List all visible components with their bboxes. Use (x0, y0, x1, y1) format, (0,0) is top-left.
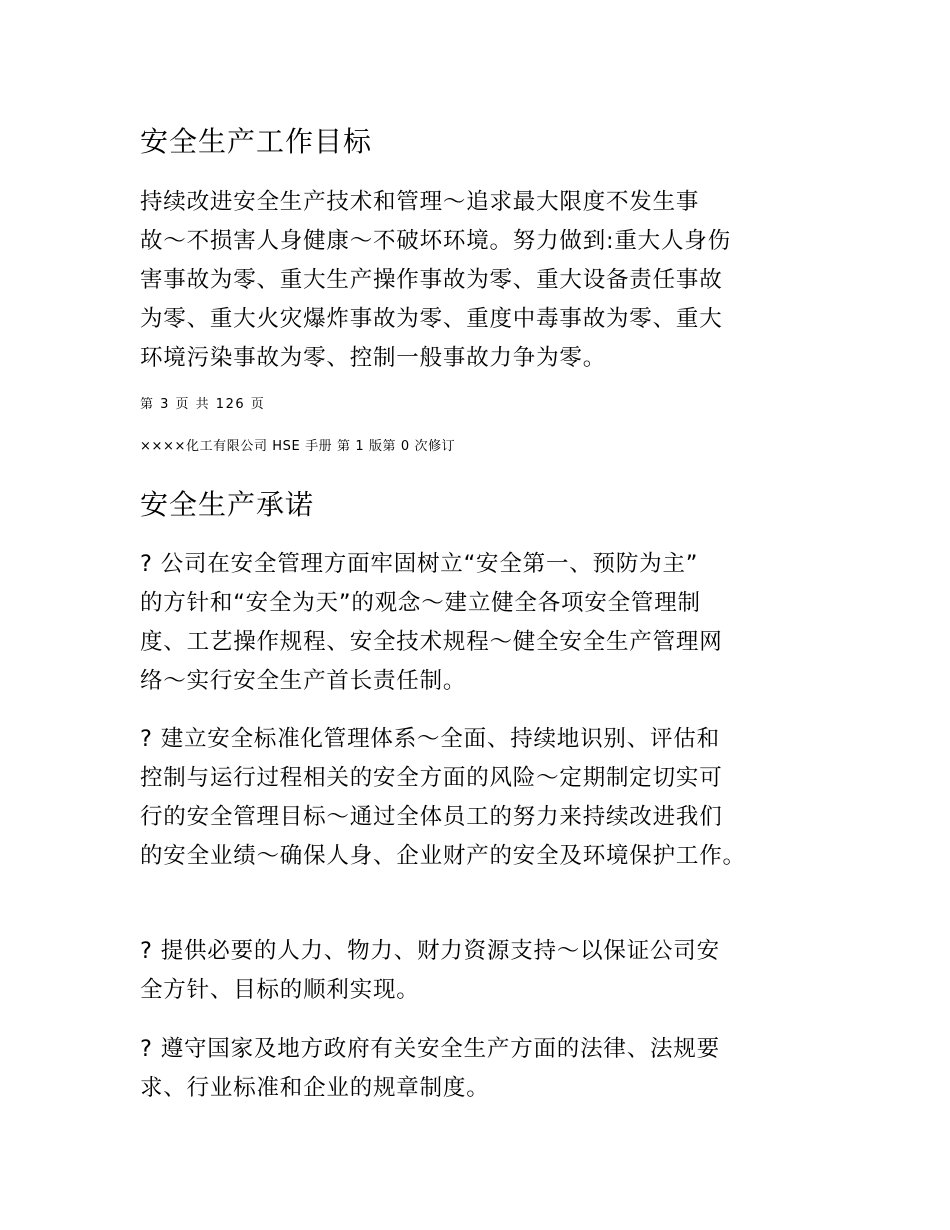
goal-line: 持续改进安全生产技术和管理～追求最大限度不发生事 (140, 189, 700, 215)
commitment-line: 全方针、目标的顺利实现。 (140, 977, 420, 1003)
commitment-line: ? 提供必要的人力、物力、财力资源支持～以保证公司安 (140, 938, 720, 964)
goal-line: 害事故为零、重大生产操作事故为零、重大设备责任事故 (140, 267, 723, 293)
commitment-item (140, 932, 815, 1010)
commitment-line: 行的安全管理目标～通过全体员工的努力来持续改进我们 (140, 804, 723, 830)
goal-line: 环境污染事故为零、控制一般事故力争为零。 (140, 345, 607, 371)
goal-line: 为零、重大火灾爆炸事故为零、重度中毒事故为零、重大 (140, 306, 723, 332)
commitment-line: 的方针和“安全为天”的观念～建立健全各项安全管理制 (140, 590, 701, 616)
commitment-item (140, 1030, 815, 1108)
commitment-line: 的安全业绩～确保人身、企业财产的安全及环境保护工作。 (140, 843, 746, 869)
commitment-line: ? 建立安全标准化管理体系～全面、持续地识别、评估和 (140, 726, 720, 752)
commitment-line: 络～实行安全生产首长责任制。 (140, 668, 467, 694)
commitment-item (140, 545, 815, 701)
commitment-line: ? 遵守国家及地方政府有关安全生产方面的法律、法规要 (140, 1036, 720, 1062)
goal-paragraph (140, 183, 815, 378)
commitment-line: ? 公司在安全管理方面牢固树立“安全第一、预防为主” (140, 551, 699, 577)
running-header: ××××化工有限公司 HSE 手册 第 1 版第 0 次修订 (140, 439, 456, 454)
section-title-goal: 安全生产工作目标 (140, 125, 373, 158)
section-title-commitment: 安全生产承诺 (140, 488, 315, 521)
commitment-line: 求、行业标准和企业的规章制度。 (140, 1075, 490, 1101)
goal-line: 故～不损害人身健康～不破坏环境。努力做到:重大人身伤 (140, 228, 731, 254)
commitment-item (140, 720, 815, 876)
commitment-line: 度、工艺操作规程、安全技术规程～健全安全生产管理网 (140, 629, 723, 655)
page-number: 第 3 页 共 126 页 (140, 397, 266, 412)
commitment-line: 控制与运行过程相关的安全方面的风险～定期制定切实可 (140, 765, 723, 791)
